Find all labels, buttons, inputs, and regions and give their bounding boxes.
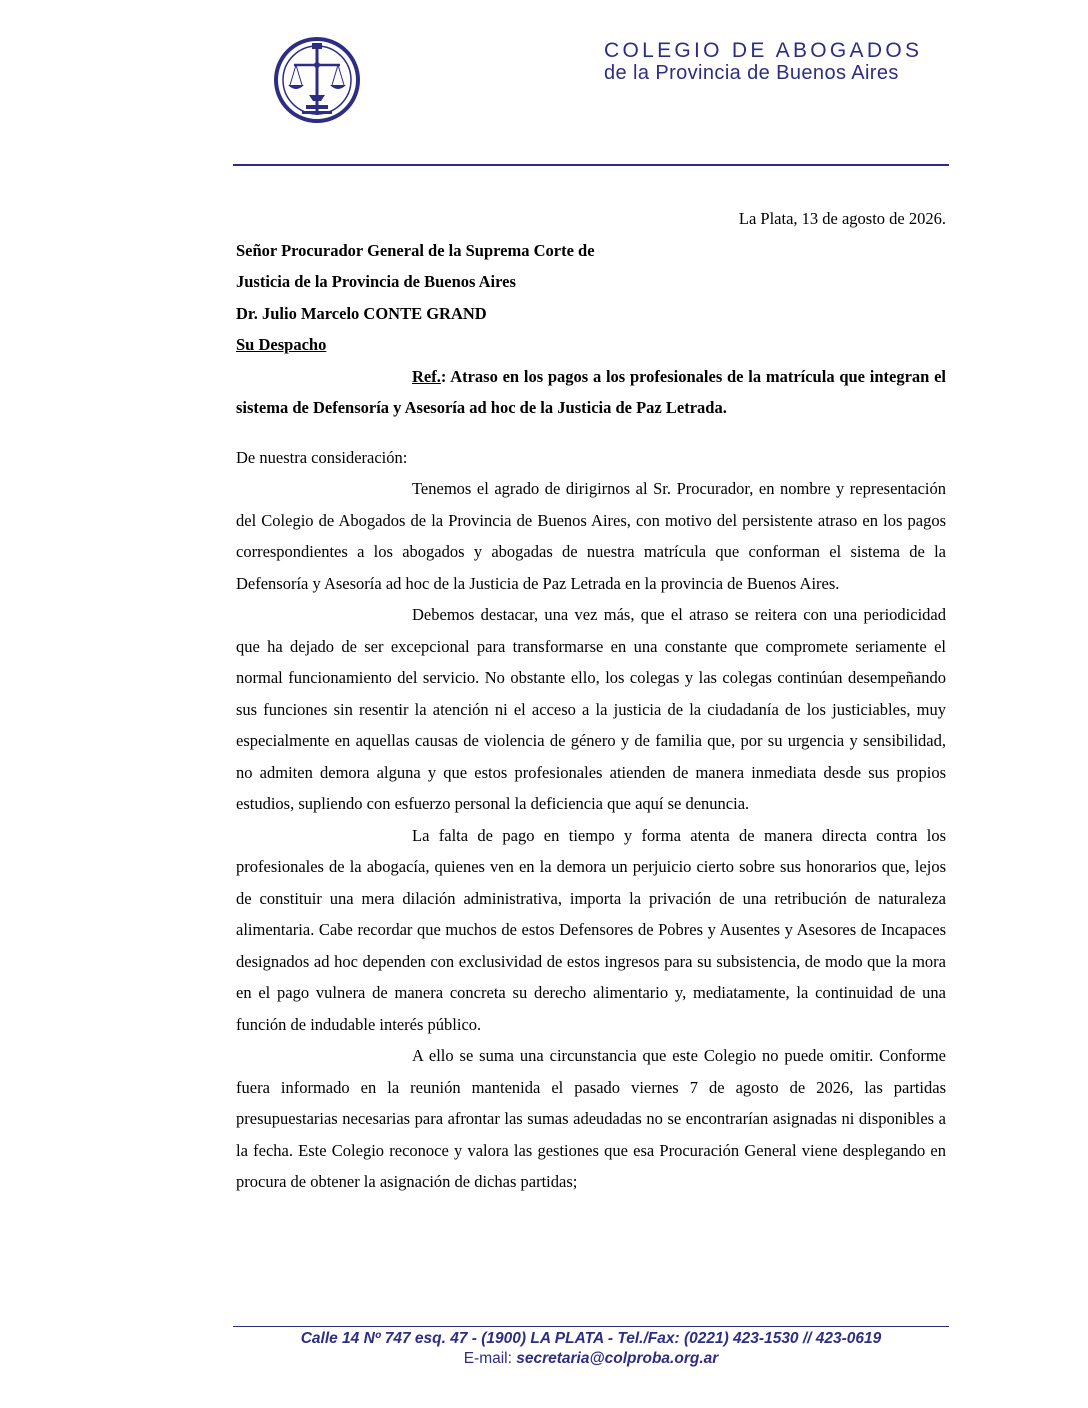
recipient-office: Su Despacho [236, 335, 327, 354]
reference-text: Atraso en los pagos a los profesionales de la matrícula que integran el sistema de Defensoría y Asesoría ad hoc de la Justicia de Paz Letrada. [236, 366, 946, 417]
footer-contact [233, 1349, 949, 1369]
recipient-line: Señor Procurador General de la Suprema Corte de [236, 240, 595, 260]
footer-address: Calle 14 Nº 747 esq. 47 - (1900) LA PLATA - Tel./Fax: (0221) 423-1530 // 423-0619 [300, 1330, 882, 1347]
org-name-line1: COLEGIO DE ABOGADOS [604, 39, 923, 62]
body-paragraph: Tenemos el agrado de dirigirnos al Sr. Procurador, en nombre y representación del Colegio de Abogados de la Provincia de Buenos Aires, con motivo del persistente atraso en los pagos correspondientes a los abogados y abogadas de nuestra matrícula que conforman el sistema de la Defensoría y Asesoría ad hoc de la Justicia de Paz Letrada en la provincia de Buenos Aires. [236, 479, 946, 593]
recipient-line: Dr. Julio Marcelo CONTE GRAND [236, 303, 487, 323]
email-label: E-mail: [463, 1350, 517, 1367]
body-paragraph: Debemos destacar, una vez más, que el atraso se reitera con una periodicidad que ha dejado de ser excepcional para transformarse en una constante que compromete seriamente el normal funcionamiento del servicio. No obstante ello, los colegas y las colegas continúan desempeñando sus funciones sin resentir la atención ni el acceso a la justicia de la ciudadanía de los justiciables, muy especialmente en aquellas causas de violencia de género y de familia que, por su urgencia y sensibilidad, no admiten demora alguna y que estos profesionales atienden de manera inmediata desde sus propios estudios, supliendo con esfuerzo personal la deficiencia que aquí se denuncia. [236, 605, 946, 813]
reference-colon: : [440, 366, 447, 386]
salutation: De nuestra consideración: [236, 447, 408, 467]
footer-divider [233, 1326, 949, 1327]
reference-line [236, 361, 946, 424]
letter-body [236, 203, 946, 1198]
reference-label: Ref. [412, 366, 441, 386]
recipient-line: Justicia de la Provincia de Buenos Aires [236, 272, 516, 291]
scales-of-justice-seal-icon [272, 35, 362, 125]
email-link[interactable]: secretaria@colproba.org.ar [516, 1350, 719, 1367]
org-name-line2: de la Provincia de Buenos Aires [604, 62, 899, 84]
header-divider [233, 164, 949, 166]
body-paragraph: La falta de pago en tiempo y forma atenta de manera directa contra los profesionales de la abogacía, quienes ven en la demora un perjuicio cierto sobre sus honorarios que, lejos de constituir una mera dilación administrativa, importa la privación de una retribución de naturaleza alimentaria. Cabe recordar que muchos de estos Defensores de Pobres y Ausentes y Asesores de Incapaces designados ad hoc dependen con exclusividad de estos ingresos para su subsistencia, de modo que la mora en el pago vulnera de manera concreta su derecho alimentario y, mediatamente, la continuidad de una función de indudable interés público. [236, 825, 946, 1034]
letter-date: La Plata, 13 de agosto de 2026. [738, 209, 946, 228]
body-paragraph: A ello se suma una circunstancia que este Colegio no puede omitir. Conforme fuera informado en la reunión mantenida el pasado viernes 7 de agosto de 2026, las partidas presupuestarias necesarias para afrontar las sumas adeudadas no se encontrarían asignadas ni disponibles a la fecha. Este Colegio reconoce y valora las gestiones que esa Procuración General viene desplegando en procura de obtener la asignación de dichas partidas; [236, 1046, 946, 1191]
letterhead-org-name [604, 39, 922, 84]
recipient-block [236, 235, 946, 361]
